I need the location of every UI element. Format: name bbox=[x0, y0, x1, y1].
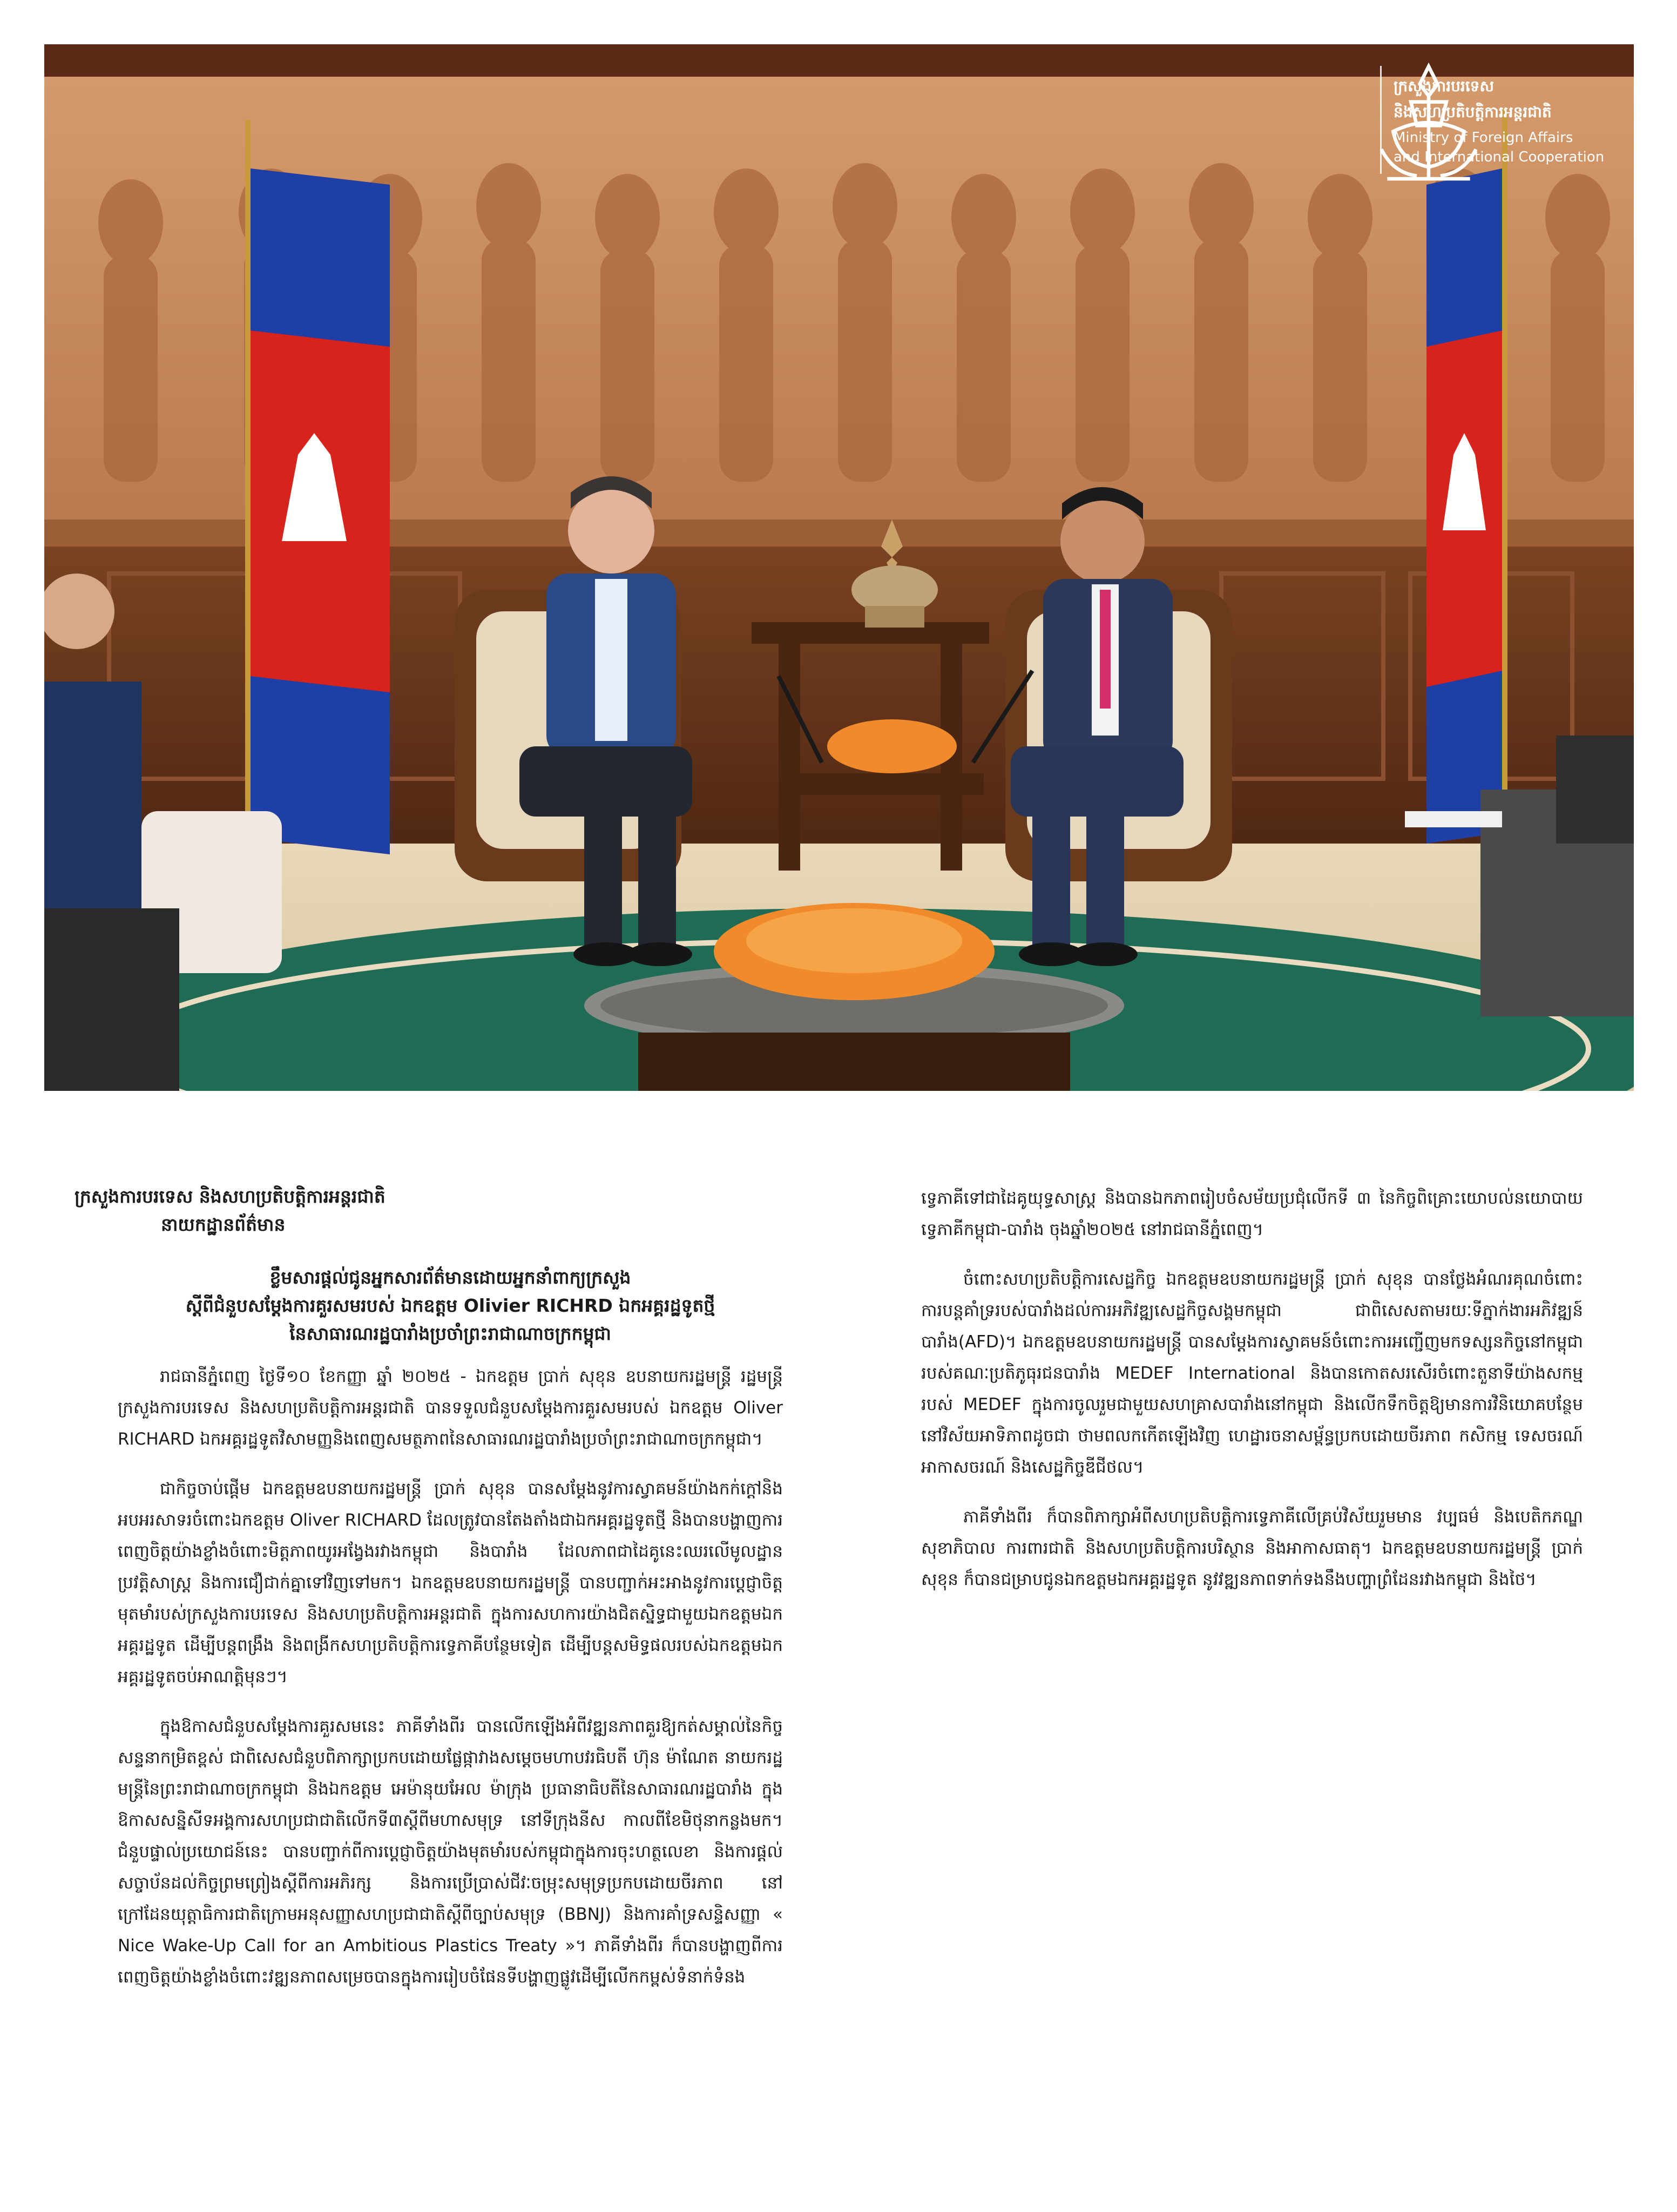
logo-english-line-2: and International Cooperation bbox=[1394, 149, 1605, 165]
title-line-3: នៃសាធារណរដ្ឋបារាំងប្រចាំព្រះរាជាណាចក្រកម្ពុជា bbox=[289, 1323, 611, 1344]
paragraph-continuation: ទ្វេភាគីទៅជាដៃគូយុទ្ធសាស្ត្រ និងបានឯកភាពរៀបចំសម័យប្រជុំលើកទី ៣ នៃកិច្ចពិគ្រោះយោបល់នយោបាយទ្វេភាគីកម្ពុជា-បារាំង ចុងឆ្នាំ២០២៥ នៅរាជធានីភ្នំពេញ។ bbox=[921, 1189, 1583, 1239]
ministry-logo bbox=[1256, 60, 1605, 185]
title-line-2: ស្តីពីជំនួបសម្តែងការគួរសមរបស់ ឯកឧត្តម Olivier RICHRD ឯកអគ្គរដ្ឋទូតថ្មី bbox=[185, 1295, 715, 1316]
paragraph-sectors: ភាគីទាំងពីរ ក៏បានពិភាក្សាអំពីសហប្រតិបត្តិការទ្វេភាគីលើគ្រប់វិស័យរួមមាន វប្បធម៌ និងបេតិកភណ្ឌ សុខាភិបាល ការពារជាតិ និងសហប្រតិបត្តិការបរិស្ថាន និងអាកាសធាតុ។ ឯកឧត្តមឧបនាយករដ្ឋមន្ត្រី ប្រាក់ សុខុន ក៏បានជម្រាបជូនឯកឧត្តមឯកអគ្គរដ្ឋទូត នូវវឌ្ឍនភាពទាក់ទងនឹងបញ្ហាព្រំដែនរវាងកម្ពុជា និងថៃ។ bbox=[921, 1507, 1583, 1589]
department-name: នាយកដ្ឋានព័ត៌មាន bbox=[161, 1214, 286, 1235]
guest-shoe-right bbox=[627, 942, 692, 966]
host-head bbox=[1060, 499, 1145, 583]
table-base bbox=[638, 1033, 1070, 1091]
flag-pole-left bbox=[245, 120, 251, 887]
meeting-scene bbox=[44, 44, 1634, 1091]
ministry-name: ក្រសួងការបរទេស និងសហប្រតិបត្តិការអន្តរជាតិ bbox=[75, 1186, 386, 1207]
silver-urn-base bbox=[865, 606, 924, 628]
host-leg-left bbox=[1032, 806, 1070, 946]
flag-pole-right bbox=[1502, 109, 1507, 887]
meeting-photo bbox=[44, 44, 1634, 1091]
title-line-1: ខ្លឹមសារផ្តល់ជូនអ្នកសារព័ត៌មានដោយអ្នកនាំពាក្យក្រសួង bbox=[269, 1267, 631, 1288]
host-shoe-right bbox=[1073, 942, 1138, 966]
logo-khmer-line-2: និងសហប្រតិបត្តិការអន្តរជាតិ bbox=[1394, 103, 1552, 121]
host-tie bbox=[1100, 590, 1111, 709]
guest-shirt bbox=[595, 579, 627, 741]
guest-leg-left bbox=[584, 806, 622, 946]
press-release-title bbox=[118, 1264, 783, 1348]
logo-english-line-1: Ministry of Foreign Affairs bbox=[1394, 130, 1573, 146]
host-leg-right bbox=[1086, 806, 1124, 946]
flag-left-blue-top bbox=[251, 168, 390, 347]
delegate-left-1 bbox=[44, 682, 141, 908]
delegate-left-2 bbox=[44, 908, 179, 1091]
logo-divider bbox=[1380, 66, 1382, 174]
delegate-right-2 bbox=[1556, 736, 1634, 844]
flowers-large-highlight bbox=[746, 908, 962, 973]
flag-right-blue-top bbox=[1426, 168, 1502, 347]
article-left-column bbox=[75, 1183, 783, 2011]
paragraph-economic-cooperation: ចំពោះសហប្រតិបត្តិការសេដ្ឋកិច្ច ឯកឧត្តមឧបនាយករដ្ឋមន្ត្រី ប្រាក់ សុខុន បានថ្លែងអំណរគុណចំពោះការបន្តគាំទ្ររបស់បារាំងដល់ការអភិវឌ្ឍសេដ្ឋកិច្ចសង្គមកម្ពុជា ជាពិសេសតាមរយៈទីភ្នាក់ងារអភិវឌ្ឍន៍បារាំង(AFD)។ ឯកឧត្តមឧបនាយករដ្ឋមន្ត្រី បានសម្តែងការស្វាគមន៍ចំពោះការអញ្ជើញមកទស្សនកិច្ចនៅកម្ពុជារបស់គណៈប្រតិភូធុរជនបារាំង MEDEF International និងបានកោតសរសើរចំពោះតួនាទីយ៉ាងសកម្មរបស់ MEDEF ក្នុងការចូលរួមជាមួយសហគ្រាសបារាំងនៅកម្ពុជា និងលើកទឹកចិត្តឱ្យមានការវិនិយោគបន្ថែមនៅវិស័យអាទិភាពដូចជា ថាមពលកកើតឡើងវិញ ហេដ្ឋារចនាសម្ព័ន្ធប្រកបដោយចីរភាព កសិកម្ម ទេសចរណ៍ អាកាសចរណ៍ និងសេដ្ឋកិច្ចឌីជីថល។ bbox=[921, 1270, 1583, 1477]
delegate-right-notebook bbox=[1405, 811, 1502, 827]
side-table-top bbox=[800, 773, 984, 795]
paragraph-dialogue: ក្នុងឱកាសជំនួបសម្តែងការគួរសមនេះ ភាគីទាំងពីរ បានលើកឡើងអំពីវឌ្ឍនភាពគួរឱ្យកត់សម្គាល់នៃកិច្ចសន្ទនាកម្រិតខ្ពស់ ជាពិសេសជំនួបពិភាក្សាប្រកបដោយផ្លែផ្កាវាងសម្តេចមហាបវរធិបតី ហ៊ុន ម៉ាណែត នាយករដ្ឋមន្ត្រីនៃព្រះរាជាណាចក្រកម្ពុជា និងឯកឧត្តម អេម៉ានុយអែល ម៉ាក្រុង ប្រធានាធិបតីនៃសាធារណរដ្ឋបារាំង ក្នុងឱកាសសន្និសីទអង្គការសហប្រជាជាតិលើកទី៣ស្តីពីមហាសមុទ្រ នៅទីក្រុងនីស កាលពីខែមិថុនាកន្លងមក។ ជំនួបផ្ទាល់ប្រយោជន៍នេះ បានបញ្ជាក់ពីការប្តេជ្ញាចិត្តយ៉ាងមុតមាំរបស់កម្ពុជាក្នុងការចុះហត្ថលេខា និងការផ្តល់សច្ចាប័នដល់កិច្ចព្រមព្រៀងស្តីពីការអភិរក្ស និងការប្រើប្រាស់ជីវៈចម្រុះសមុទ្រប្រកបដោយចីរភាព នៅក្រៅដែនយុត្តាធិការជាតិក្រោមអនុសញ្ញាសហប្រជាជាតិស្តីពីច្បាប់សមុទ្រ (BBNJ) និងការគាំទ្រសន្ទិសញ្ញា « Nice Wake-Up Call for an Ambitious Plastics Treaty »។ ភាគីទាំងពីរ ក៏បានបង្ហាញពីការពេញចិត្តយ៉ាងខ្លាំងចំពោះវឌ្ឍនភាពសម្រេចបានក្នុងការរៀបចំផែនទីបង្ហាញផ្លូវដើម្បីលើកកម្ពស់ទំនាក់ទំនង bbox=[118, 1717, 783, 1987]
guest-leg-right bbox=[638, 806, 676, 946]
paragraph-dateline: រាជធានីភ្នំពេញ ថ្ងៃទី១០ ខែកញ្ញា ឆ្នាំ ២០២៥ - ឯកឧត្តម ប្រាក់ សុខុន ឧបនាយករដ្ឋមន្ត្រី រដ្ឋមន្ត្រីក្រសួងការបរទេស និងសហប្រតិបត្តិការអន្តរជាតិ បានទទួលជំនួបសម្តែងការគួរសមរបស់ ឯកឧត្តម Oliver RICHARD ឯកអគ្គរដ្ឋទូតវិសាមញ្ញនិងពេញសមត្ថភាពនៃសាធារណរដ្ឋបារាំងប្រចាំព្រះរាជាណាចក្រកម្ពុជា។ bbox=[118, 1367, 783, 1449]
article-right-column bbox=[921, 1183, 1583, 1614]
logo-khmer-line-1: ក្រសួងការបរទេស bbox=[1394, 77, 1495, 95]
flowers-small bbox=[827, 719, 957, 773]
back-table-leg-left bbox=[779, 644, 800, 871]
paragraph-welcome: ជាកិច្ចចាប់ផ្តើម ឯកឧត្តមឧបនាយករដ្ឋមន្ត្រី ប្រាក់ សុខុន បានសម្តែងនូវការស្វាគមន៍យ៉ាងកក់ក្តៅនិងអបអរសាទរចំពោះឯកឧត្តម Oliver RICHARD ដែលត្រូវបានតែងតាំងជាឯកអគ្គរដ្ឋទូតថ្មី និងបានបង្ហាញការពេញចិត្តយ៉ាងខ្លាំងចំពោះមិត្តភាពយូរអង្វែងរវាងកម្ពុជា និងបារាំង ដែលភាពជាដៃគូនេះឈរលើមូលដ្ឋានប្រវត្តិសាស្ត្រ និងការជឿជាក់គ្នាទៅវិញទៅមក។ ឯកឧត្តមឧបនាយករដ្ឋមន្ត្រី បានបញ្ជាក់អះអាងនូវការប្តេជ្ញាចិត្តមុតមាំរបស់ក្រសួងការបរទេស និងសហប្រតិបត្តិការអន្តរជាតិ ក្នុងការសហការយ៉ាងជិតស្និទ្ធជាមួយឯកឧត្តមឯកអគ្គរដ្ឋទូត ដើម្បីបន្តពង្រឹង និងពង្រីកសហប្រតិបត្តិការទ្វេភាគីបន្ថែមទៀត ដើម្បីបន្តសមិទ្ធផលរបស់ឯកឧត្តមឯកអគ្គរដ្ឋទូតចប់អាណត្តិមុនៗ។ bbox=[118, 1479, 783, 1687]
